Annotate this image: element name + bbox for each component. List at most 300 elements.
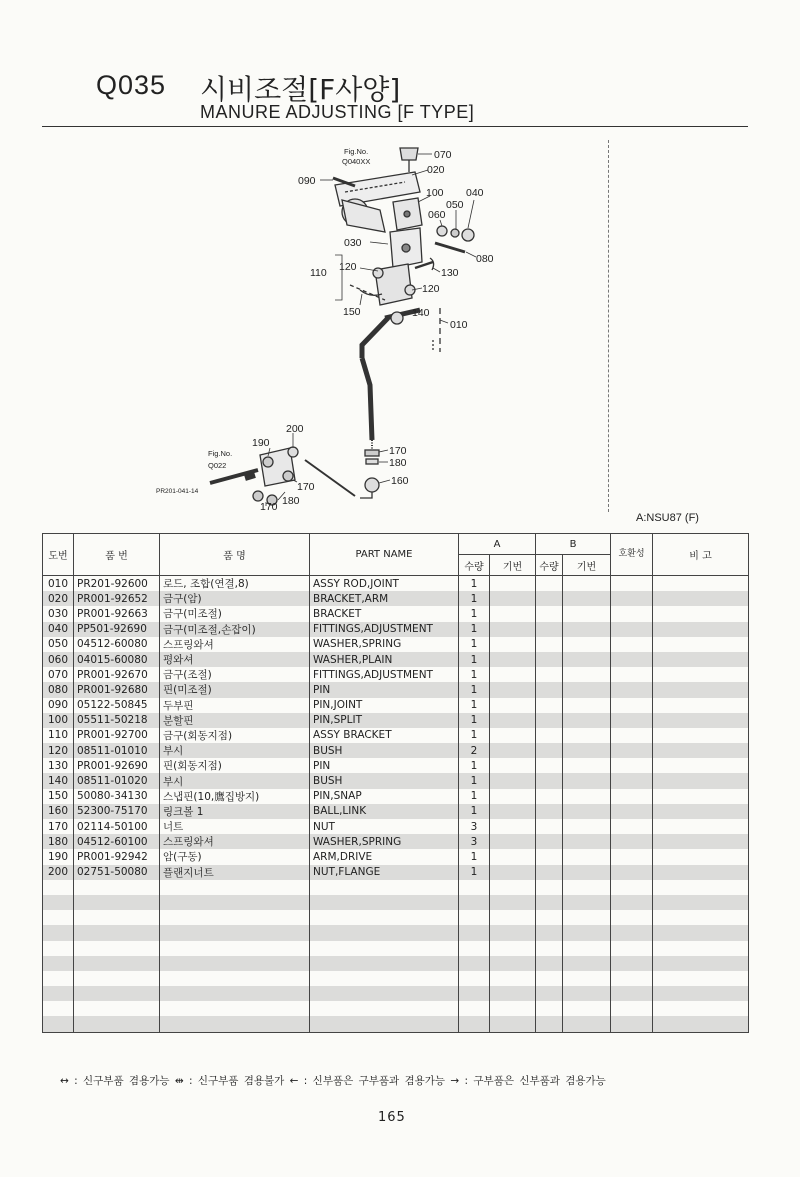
- qty-b-cell: [536, 834, 563, 849]
- qty-b-cell: [536, 637, 563, 652]
- base-a-cell: [490, 743, 536, 758]
- remark-cell: [653, 576, 749, 592]
- part-number-cell: 04015-60080: [74, 652, 160, 667]
- part-name-cell: WASHER,SPRING: [310, 637, 459, 652]
- remark-cell: [653, 804, 749, 819]
- qty-a-cell: 2: [459, 743, 490, 758]
- compatibility-cell: [611, 895, 653, 910]
- page-title-english: MANURE ADJUSTING [F TYPE]: [200, 102, 475, 122]
- part-name-cell: PIN,JOINT: [310, 698, 459, 713]
- qty-b-cell: [536, 849, 563, 864]
- table-row: [43, 773, 749, 788]
- base-b-cell: [563, 758, 611, 773]
- header-base-b: 기번: [563, 555, 611, 576]
- diagram-border: [608, 140, 609, 512]
- callout-label: 180: [389, 457, 407, 469]
- qty-b-cell: [536, 743, 563, 758]
- header-part-name-korean: 품 명: [160, 534, 310, 576]
- qty-b-cell: [536, 682, 563, 697]
- compatibility-cell: [611, 606, 653, 621]
- table-row: [43, 834, 749, 849]
- base-b-cell: [563, 925, 611, 940]
- table-row: [43, 682, 749, 697]
- part-no-cell: 020: [43, 591, 74, 606]
- part-number-cell: 02114-50100: [74, 819, 160, 834]
- part-no-cell: 120: [43, 743, 74, 758]
- table-row: [43, 652, 749, 667]
- qty-a-cell: 1: [459, 637, 490, 652]
- part-name-cell: NUT: [310, 819, 459, 834]
- base-b-cell: [563, 849, 611, 864]
- part-name-cell: [310, 1016, 459, 1032]
- part-number-cell: [74, 895, 160, 910]
- base-b-cell: [563, 880, 611, 895]
- part-name-korean-cell: 금구(조절): [160, 667, 310, 682]
- base-b-cell: [563, 789, 611, 804]
- part-name-korean-cell: 로드, 조합(연결,8): [160, 576, 310, 592]
- qty-a-cell: 1: [459, 576, 490, 592]
- part-name-cell: [310, 910, 459, 925]
- base-b-cell: [563, 743, 611, 758]
- part-number-cell: PR001-92700: [74, 728, 160, 743]
- header-part-number: 품 번: [74, 534, 160, 576]
- base-a-cell: [490, 819, 536, 834]
- header-qty-b: 수량: [536, 555, 563, 576]
- base-a-cell: [490, 682, 536, 697]
- qty-a-cell: 1: [459, 622, 490, 637]
- table-row: [43, 925, 749, 940]
- callout-label: 080: [476, 253, 494, 265]
- base-b-cell: [563, 910, 611, 925]
- base-b-cell: [563, 698, 611, 713]
- qty-a-cell: 1: [459, 698, 490, 713]
- table-row: [43, 789, 749, 804]
- header-base-a: 기번: [490, 555, 536, 576]
- part-no-cell: [43, 895, 74, 910]
- table-row: [43, 637, 749, 652]
- remark-cell: [653, 1001, 749, 1016]
- base-a-cell: [490, 713, 536, 728]
- compatibility-cell: [611, 910, 653, 925]
- callout-label: 160: [391, 475, 409, 487]
- parts-table: [42, 533, 749, 1033]
- remark-cell: [653, 743, 749, 758]
- callout-label: 130: [441, 267, 459, 279]
- base-b-cell: [563, 667, 611, 682]
- compatibility-cell: [611, 682, 653, 697]
- remark-cell: [653, 1016, 749, 1032]
- qty-b-cell: [536, 698, 563, 713]
- qty-b-cell: [536, 789, 563, 804]
- compatibility-cell: [611, 743, 653, 758]
- table-row: [43, 941, 749, 956]
- remark-cell: [653, 880, 749, 895]
- remark-cell: [653, 773, 749, 788]
- part-name-korean-cell: 스냅핀(10,鷹집방지): [160, 789, 310, 804]
- compatibility-cell: [611, 1001, 653, 1016]
- part-number-cell: 04512-60080: [74, 637, 160, 652]
- header-group-b: B: [536, 534, 611, 555]
- part-no-cell: [43, 925, 74, 940]
- part-name-korean-cell: 부시: [160, 743, 310, 758]
- compatibility-cell: [611, 819, 653, 834]
- part-number-cell: [74, 971, 160, 986]
- remark-cell: [653, 865, 749, 880]
- part-name-korean-cell: 부시: [160, 773, 310, 788]
- part-number-cell: [74, 910, 160, 925]
- callout-label: 090: [298, 175, 316, 187]
- part-name-korean-cell: [160, 880, 310, 895]
- part-name-cell: ASSY BRACKET: [310, 728, 459, 743]
- remark-cell: [653, 925, 749, 940]
- base-b-cell: [563, 682, 611, 697]
- part-no-cell: [43, 880, 74, 895]
- fig-ref-2: Q022: [208, 461, 227, 470]
- part-no-cell: 200: [43, 865, 74, 880]
- part-name-korean-cell: 플랜지너트: [160, 865, 310, 880]
- qty-b-cell: [536, 652, 563, 667]
- qty-a-cell: 1: [459, 773, 490, 788]
- callout-label: 120: [422, 283, 440, 295]
- part-number-cell: 50080-34130: [74, 789, 160, 804]
- parts-table-body: [43, 576, 749, 1033]
- remark-cell: [653, 910, 749, 925]
- remark-cell: [653, 622, 749, 637]
- callout-label: 200: [286, 423, 304, 435]
- part-name-cell: ASSY ROD,JOINT: [310, 576, 459, 592]
- qty-b-cell: [536, 758, 563, 773]
- part-number-cell: PR001-92680: [74, 682, 160, 697]
- base-a-cell: [490, 865, 536, 880]
- compatibility-cell: [611, 591, 653, 606]
- part-no-cell: 190: [43, 849, 74, 864]
- part-name-cell: FITTINGS,ADJUSTMENT: [310, 622, 459, 637]
- part-name-korean-cell: 핀(회동지점): [160, 758, 310, 773]
- part-name-cell: BUSH: [310, 773, 459, 788]
- qty-b-cell: [536, 925, 563, 940]
- table-row: [43, 622, 749, 637]
- part-name-cell: NUT,FLANGE: [310, 865, 459, 880]
- qty-b-cell: [536, 713, 563, 728]
- base-a-cell: [490, 758, 536, 773]
- compatibility-cell: [611, 637, 653, 652]
- part-number-cell: 05511-50218: [74, 713, 160, 728]
- part-name-korean-cell: [160, 986, 310, 1001]
- qty-a-cell: [459, 895, 490, 910]
- remark-cell: [653, 849, 749, 864]
- compatibility-cell: [611, 789, 653, 804]
- callout-label: 040: [466, 187, 484, 199]
- fig-label-1: Fig.No.: [344, 147, 369, 156]
- part-name-cell: [310, 895, 459, 910]
- remark-cell: [653, 652, 749, 667]
- compatibility-cell: [611, 986, 653, 1001]
- part-no-cell: 150: [43, 789, 74, 804]
- callout-label: 190: [252, 437, 270, 449]
- compatibility-cell: [611, 865, 653, 880]
- qty-b-cell: [536, 971, 563, 986]
- part-name-korean-cell: 금구(미조절): [160, 606, 310, 621]
- callout-label: 170: [297, 481, 315, 493]
- base-a-cell: [490, 880, 536, 895]
- table-row: [43, 758, 749, 773]
- compatibility-cell: [611, 834, 653, 849]
- remark-cell: [653, 698, 749, 713]
- callout-label: 140: [412, 307, 430, 319]
- compatibility-cell: [611, 773, 653, 788]
- part-number-cell: [74, 880, 160, 895]
- table-row: [43, 1001, 749, 1016]
- qty-a-cell: 1: [459, 652, 490, 667]
- part-name-korean-cell: 너트: [160, 819, 310, 834]
- qty-b-cell: [536, 880, 563, 895]
- table-row: [43, 743, 749, 758]
- callout-label: 050: [446, 199, 464, 211]
- compatibility-cell: [611, 758, 653, 773]
- qty-a-cell: 1: [459, 865, 490, 880]
- callout-label: 170: [260, 501, 278, 513]
- remark-cell: [653, 941, 749, 956]
- qty-b-cell: [536, 773, 563, 788]
- part-name-cell: BUSH: [310, 743, 459, 758]
- qty-a-cell: 1: [459, 591, 490, 606]
- header-group-a: A: [459, 534, 536, 555]
- qty-a-cell: [459, 880, 490, 895]
- qty-a-cell: [459, 971, 490, 986]
- table-row: [43, 1016, 749, 1032]
- page-code: Q035: [96, 70, 167, 100]
- base-a-cell: [490, 576, 536, 592]
- base-b-cell: [563, 971, 611, 986]
- callout-label: 170: [389, 445, 407, 457]
- compatibility-cell: [611, 880, 653, 895]
- part-name-cell: BRACKET: [310, 606, 459, 621]
- base-a-cell: [490, 1001, 536, 1016]
- table-row: [43, 698, 749, 713]
- part-number-cell: 02751-50080: [74, 865, 160, 880]
- part-no-cell: 170: [43, 819, 74, 834]
- base-b-cell: [563, 728, 611, 743]
- part-name-korean-cell: 금구(회동지점): [160, 728, 310, 743]
- table-row: [43, 880, 749, 895]
- table-row: [43, 713, 749, 728]
- part-number-cell: PR001-92652: [74, 591, 160, 606]
- qty-a-cell: 1: [459, 789, 490, 804]
- remark-cell: [653, 758, 749, 773]
- qty-b-cell: [536, 865, 563, 880]
- qty-b-cell: [536, 622, 563, 637]
- base-b-cell: [563, 986, 611, 1001]
- callout-label: 100: [426, 187, 444, 199]
- header-compatibility: 호환성: [611, 534, 653, 576]
- qty-b-cell: [536, 804, 563, 819]
- part-number-cell: PR001-92670: [74, 667, 160, 682]
- remark-cell: [653, 682, 749, 697]
- remark-cell: [653, 986, 749, 1001]
- compatibility-cell: [611, 576, 653, 592]
- part-name-korean-cell: [160, 1016, 310, 1032]
- table-row: [43, 986, 749, 1001]
- compatibility-cell: [611, 667, 653, 682]
- compatibility-cell: [611, 728, 653, 743]
- part-name-cell: FITTINGS,ADJUSTMENT: [310, 667, 459, 682]
- part-number-cell: 04512-60100: [74, 834, 160, 849]
- part-no-cell: [43, 986, 74, 1001]
- part-no-cell: [43, 910, 74, 925]
- remark-cell: [653, 971, 749, 986]
- qty-b-cell: [536, 956, 563, 971]
- base-b-cell: [563, 865, 611, 880]
- callout-label: 070: [434, 149, 452, 161]
- base-b-cell: [563, 804, 611, 819]
- header-part-name: PART NAME: [310, 534, 459, 576]
- part-number-cell: 08511-01020: [74, 773, 160, 788]
- part-name-cell: PIN,SPLIT: [310, 713, 459, 728]
- part-name-korean-cell: 링크볼 1: [160, 804, 310, 819]
- qty-b-cell: [536, 819, 563, 834]
- base-a-cell: [490, 895, 536, 910]
- part-name-korean-cell: [160, 941, 310, 956]
- base-a-cell: [490, 971, 536, 986]
- remark-cell: [653, 637, 749, 652]
- remark-cell: [653, 895, 749, 910]
- compatibility-cell: [611, 1016, 653, 1032]
- base-a-cell: [490, 804, 536, 819]
- fig-label-2: Fig.No.: [208, 449, 233, 458]
- base-a-cell: [490, 986, 536, 1001]
- callout-label: 060: [428, 209, 446, 221]
- base-a-cell: [490, 637, 536, 652]
- callout-label: 020: [427, 164, 445, 176]
- part-number-cell: [74, 1016, 160, 1032]
- base-a-cell: [490, 849, 536, 864]
- part-name-cell: ARM,DRIVE: [310, 849, 459, 864]
- part-name-korean-cell: [160, 956, 310, 971]
- part-number-cell: PP501-92690: [74, 622, 160, 637]
- compatibility-cell: [611, 849, 653, 864]
- qty-a-cell: 1: [459, 728, 490, 743]
- remark-cell: [653, 667, 749, 682]
- part-no-cell: 130: [43, 758, 74, 773]
- part-number-cell: 05122-50845: [74, 698, 160, 713]
- part-name-korean-cell: [160, 925, 310, 940]
- qty-b-cell: [536, 986, 563, 1001]
- part-name-cell: WASHER,PLAIN: [310, 652, 459, 667]
- part-number-cell: [74, 925, 160, 940]
- compatibility-cell: [611, 698, 653, 713]
- qty-a-cell: 1: [459, 849, 490, 864]
- part-number-cell: [74, 941, 160, 956]
- qty-b-cell: [536, 910, 563, 925]
- qty-a-cell: [459, 941, 490, 956]
- part-name-korean-cell: [160, 971, 310, 986]
- compatibility-cell: [611, 941, 653, 956]
- remark-cell: [653, 956, 749, 971]
- part-no-cell: 060: [43, 652, 74, 667]
- part-no-cell: 050: [43, 637, 74, 652]
- qty-a-cell: 1: [459, 667, 490, 682]
- remark-cell: [653, 834, 749, 849]
- part-number-cell: 52300-75170: [74, 804, 160, 819]
- part-name-cell: [310, 880, 459, 895]
- qty-a-cell: [459, 1001, 490, 1016]
- part-number-cell: PR001-92690: [74, 758, 160, 773]
- base-a-cell: [490, 622, 536, 637]
- table-row: [43, 895, 749, 910]
- qty-b-cell: [536, 591, 563, 606]
- exploded-parts-diagram: [150, 140, 620, 525]
- part-no-cell: 180: [43, 834, 74, 849]
- callout-label: 180: [282, 495, 300, 507]
- part-no-cell: 070: [43, 667, 74, 682]
- part-no-cell: [43, 1001, 74, 1016]
- qty-b-cell: [536, 1001, 563, 1016]
- part-name-korean-cell: [160, 910, 310, 925]
- part-number-cell: PR201-92600: [74, 576, 160, 592]
- callout-label: 120: [339, 261, 357, 273]
- part-name-cell: [310, 925, 459, 940]
- compatibility-cell: [611, 652, 653, 667]
- part-name-korean-cell: 평와셔: [160, 652, 310, 667]
- qty-a-cell: 1: [459, 758, 490, 773]
- header-remark: 비 고: [653, 534, 749, 576]
- base-b-cell: [563, 606, 611, 621]
- base-a-cell: [490, 910, 536, 925]
- compatibility-cell: [611, 925, 653, 940]
- remark-cell: [653, 713, 749, 728]
- table-row: [43, 591, 749, 606]
- remark-cell: [653, 728, 749, 743]
- base-b-cell: [563, 819, 611, 834]
- part-name-korean-cell: [160, 1001, 310, 1016]
- table-row: [43, 667, 749, 682]
- part-no-cell: 090: [43, 698, 74, 713]
- part-name-cell: BRACKET,ARM: [310, 591, 459, 606]
- remark-cell: [653, 591, 749, 606]
- model-code: A:NSU87 (F): [636, 512, 699, 524]
- base-a-cell: [490, 652, 536, 667]
- qty-a-cell: 3: [459, 834, 490, 849]
- table-row: [43, 606, 749, 621]
- part-number-cell: PR001-92663: [74, 606, 160, 621]
- base-b-cell: [563, 941, 611, 956]
- qty-a-cell: 1: [459, 804, 490, 819]
- base-b-cell: [563, 591, 611, 606]
- part-number-cell: 08511-01010: [74, 743, 160, 758]
- base-a-cell: [490, 606, 536, 621]
- page-title-korean: 시비조절[F사양]: [200, 73, 401, 106]
- fig-ref-1: Q040XX: [342, 157, 371, 166]
- table-row: [43, 865, 749, 880]
- table-row: [43, 804, 749, 819]
- part-name-korean-cell: 핀(미조절): [160, 682, 310, 697]
- table-row: [43, 956, 749, 971]
- qty-b-cell: [536, 667, 563, 682]
- part-name-cell: WASHER,SPRING: [310, 834, 459, 849]
- part-name-cell: [310, 1001, 459, 1016]
- qty-b-cell: [536, 1016, 563, 1032]
- part-no-cell: [43, 971, 74, 986]
- base-a-cell: [490, 591, 536, 606]
- part-name-cell: PIN: [310, 682, 459, 697]
- compatibility-cell: [611, 713, 653, 728]
- base-a-cell: [490, 667, 536, 682]
- part-name-korean-cell: 암(구동): [160, 849, 310, 864]
- part-name-korean-cell: 스프링와셔: [160, 834, 310, 849]
- qty-a-cell: 1: [459, 606, 490, 621]
- part-name-cell: [310, 956, 459, 971]
- base-a-cell: [490, 728, 536, 743]
